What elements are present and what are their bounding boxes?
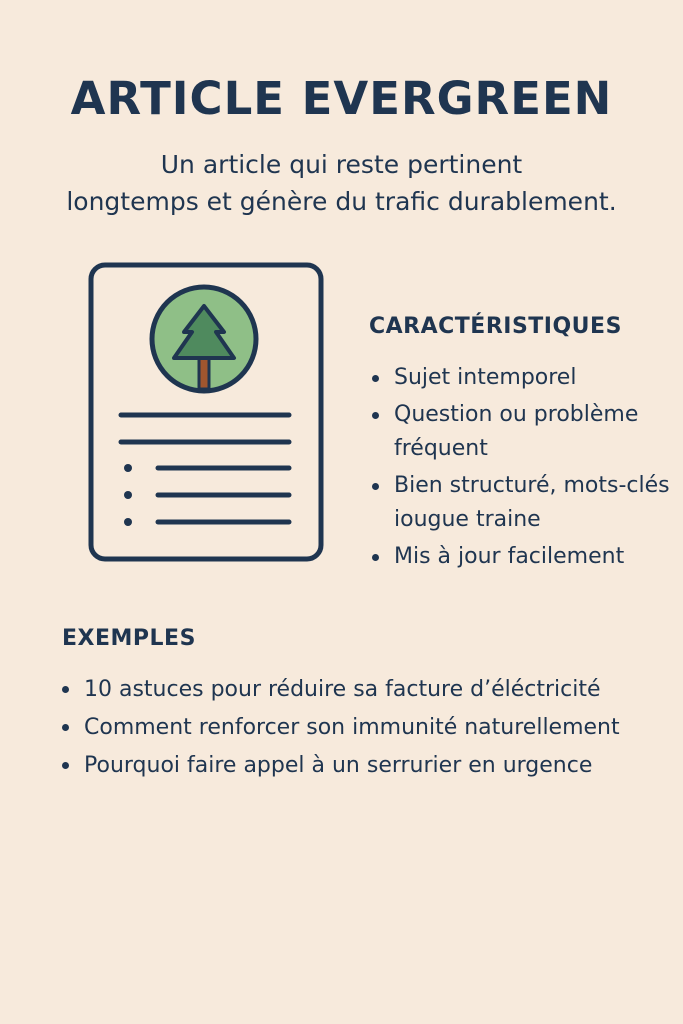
text-lines (121, 415, 289, 522)
subtitle-line-2: longtemps et génère du trafic durablement. (66, 187, 617, 216)
subtitle-line-1: Un article qui reste pertinent (160, 150, 523, 179)
document-icon (88, 262, 324, 562)
evergreen-tree-icon (152, 287, 256, 391)
characteristics-list (370, 361, 670, 577)
list-item: 10 astuces pour réduire sa facture d’éléctricité (60, 672, 675, 707)
list-item: Mis à jour facilement (370, 540, 670, 574)
list-item: Comment renforcer son immunité naturellement (60, 710, 675, 745)
bullet-dots (124, 464, 132, 526)
examples-list (60, 672, 675, 786)
list-item: Question ou problème fréquent (370, 398, 670, 466)
list-item: Pourquoi faire appel à un serrurier en urgence (60, 748, 675, 783)
page-title: ARTICLE EVERGREEN (70, 72, 613, 125)
examples-heading: EXEMPLES (62, 626, 196, 651)
list-item: Sujet intemporel (370, 361, 670, 395)
characteristics-heading: CARACTÉRISTIQUES (369, 314, 622, 339)
list-item: Bien structuré, mots-clés iougue traine (370, 469, 670, 537)
subtitle (30, 146, 653, 220)
